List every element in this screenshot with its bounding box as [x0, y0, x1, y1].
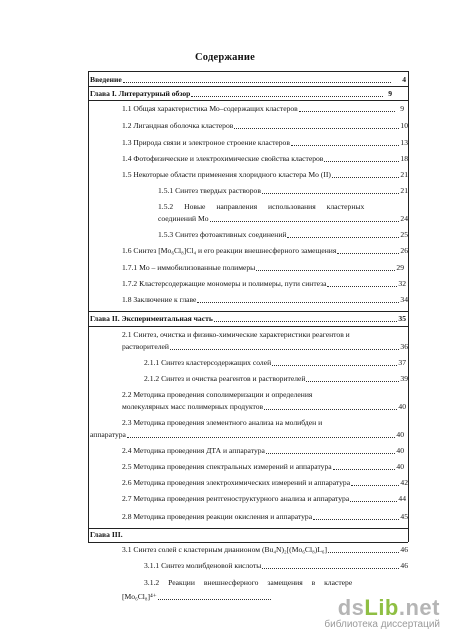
toc-entry[interactable]: 2.1.1 Синтез кластерсодержащих солей 37	[144, 358, 406, 367]
toc-entry[interactable]: соединений Mo 24	[158, 214, 408, 223]
toc-entry[interactable]: Глава III.	[90, 530, 123, 539]
toc-entry[interactable]: 2.4 Методика проведения ДТА и аппаратура 40	[122, 446, 404, 455]
dslib-tagline: библиотека диссертаций	[324, 619, 440, 630]
table-rule	[88, 326, 408, 327]
toc-entry[interactable]: 1.5.3 Синтез фотоактивных соединений 25	[158, 230, 408, 239]
toc-entry[interactable]: 2.1 Синтез, очистка и физико-химические характеристики реагентов и	[122, 330, 350, 339]
toc-entry[interactable]: 2.3 Методика проведения элементного анализа на молибден и	[122, 418, 323, 427]
toc-entry[interactable]: 2.7 Методика проведения рентгеноструктурного анализа и аппаратура 44	[122, 494, 406, 503]
toc-entry[interactable]: 1.5 Некоторые области применения хлоридного кластера Mo (II) 21	[122, 170, 408, 179]
table-rule	[88, 311, 408, 312]
table-rule-left	[88, 71, 89, 542]
toc-entry[interactable]: 2.2 Методика проведения сополимеризации и определения	[122, 390, 313, 399]
toc-entry[interactable]: 1.5.1 Синтез твердых растворов 21	[158, 186, 408, 195]
toc-entry[interactable]: 3.1 Синтез солей с кластерным дианионом (Bu₄N)₂[(Mo₆Cl₈)L₆] 46	[122, 545, 408, 554]
table-rule	[88, 528, 408, 529]
toc-entry[interactable]: растворителей 36	[122, 342, 408, 351]
toc-entry[interactable]: 1.4 Фотофизические и электрохимические свойства кластеров 18	[122, 154, 408, 163]
toc-entry[interactable]: 3.1.2 Реакции внешнесферного замещения в кластере	[144, 578, 353, 587]
toc-entry[interactable]: 2.6 Методика проведения электрохимических измерений и аппаратура 42	[122, 478, 408, 487]
toc-entry[interactable]: 2.5 Методика проведения спектральных измерений и аппаратура 40	[122, 462, 404, 471]
toc-entry[interactable]: молекулярных масс полимерных продуктов 40	[122, 402, 406, 411]
toc-entry[interactable]: 2.1.2 Синтез и очистка реагентов и растворителей 39	[144, 374, 408, 383]
toc-entry[interactable]: 1.7.1 Mo – иммобилизованные полимеры 29	[122, 263, 404, 272]
toc-entry[interactable]: 1.5.2 Новые направления использования кластерных	[158, 202, 365, 211]
table-rule	[88, 86, 408, 87]
table-rule-right	[408, 71, 409, 542]
toc-entry[interactable]: 2.8 Методика проведения реакции окисления и аппаратура 45	[122, 512, 408, 521]
toc-entry[interactable]: Глава I. Литературный обзор 9	[90, 89, 392, 98]
toc-entry[interactable]: 1.8 Заключение к главе 34	[122, 295, 408, 304]
toc-entry[interactable]: [Mo₆Cl₈]⁴⁺	[122, 592, 272, 602]
toc-entry[interactable]: Введение 4	[90, 75, 406, 84]
page-title: Содержание	[195, 52, 255, 63]
toc-entry[interactable]: Глава II. Экспериментальная часть 35	[90, 314, 406, 323]
table-rule	[88, 100, 408, 101]
dslib-logo: dsLib.net	[337, 595, 440, 620]
toc-entry[interactable]: 1.7.2 Кластерсодержащие мономеры и полимеры, пути синтеза 32	[122, 279, 406, 288]
toc-entry[interactable]: аппаратура 40	[90, 430, 404, 439]
toc-entry[interactable]: 1.6 Синтез [Mo₆Cl₈]Cl₄ и его реакции внешнесферного замещения 26	[122, 246, 408, 255]
toc-entry[interactable]: 3.1.1 Синтез молибденовой кислоты 46	[144, 561, 408, 570]
toc-entry[interactable]: 1.1 Общая характеристика Мо–содержащих кластеров 9	[122, 104, 404, 113]
toc-entry[interactable]: 1.2 Лигандная оболочка кластеров 10	[122, 121, 408, 130]
dslib-watermark	[324, 597, 440, 630]
table-rule	[88, 542, 408, 543]
toc-entry[interactable]: 1.3 Природа связи и электроное строение кластеров 13	[122, 138, 408, 147]
table-rule-top	[88, 71, 408, 72]
